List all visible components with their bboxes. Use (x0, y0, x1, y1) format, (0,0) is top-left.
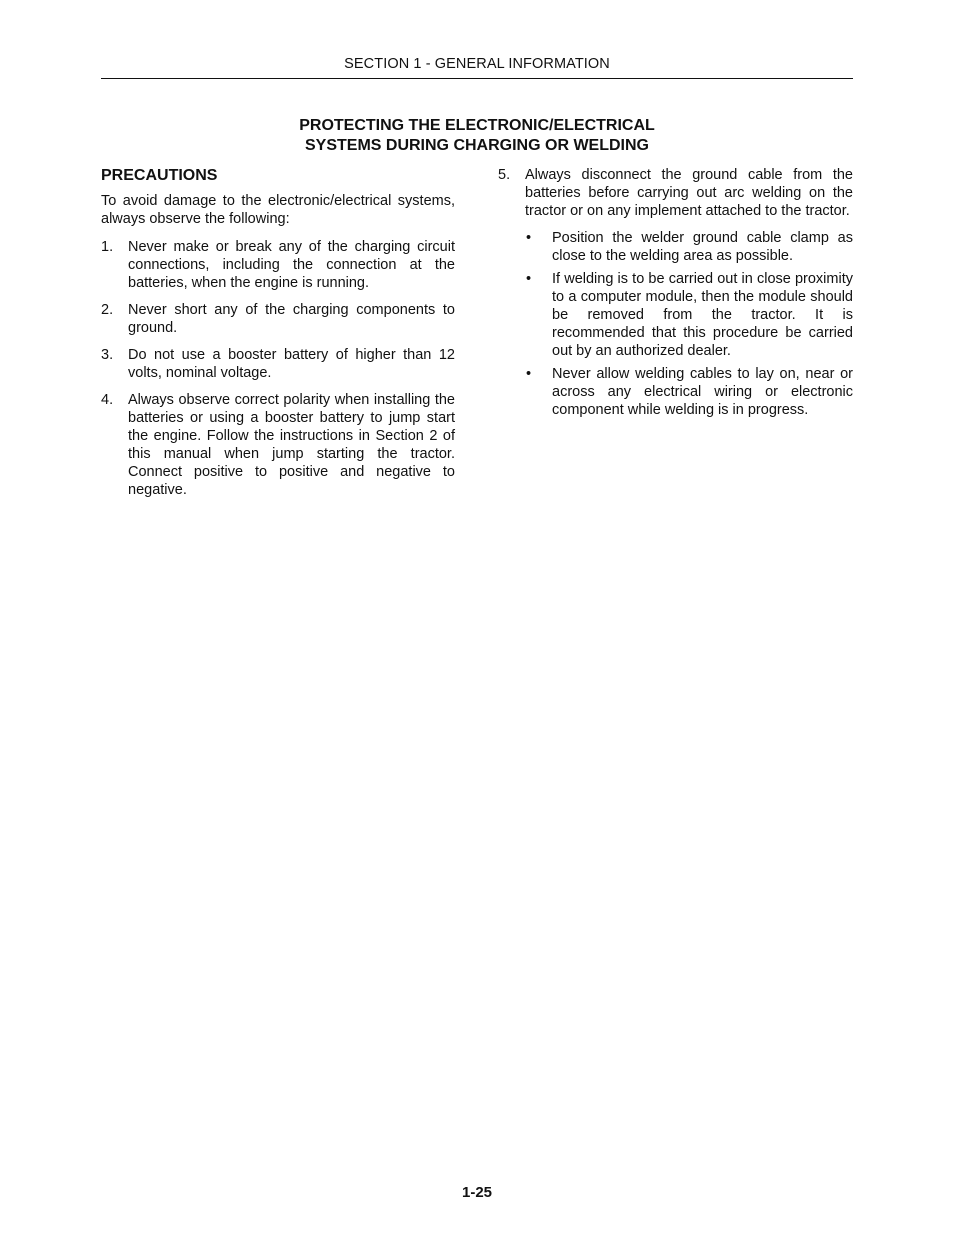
list-item-text: Never make or break any of the charging circuit connections, including the connection at the batteries, when the engine is running. (128, 239, 455, 291)
bullet-list (525, 229, 853, 419)
page-title-line-1: PROTECTING THE ELECTRONIC/ELECTRICAL (299, 117, 655, 134)
page-title (101, 116, 853, 156)
list-item (101, 238, 455, 292)
bullet-text: If welding is to be carried out in close proximity to a computer module, then the module should be removed from the tractor. It is recommended that this procedure be carried out by an authorized dealer. (552, 271, 853, 359)
right-column (498, 166, 853, 424)
precautions-heading: PRECAUTIONS (101, 167, 218, 184)
list-item-number: 1. (101, 239, 114, 255)
list-item-text: Always observe correct polarity when installing the batteries or using a booster battery to jump start the engine. Follow the instructions in Section 2 of this manual when jump starting the tractor. Connect positive to positive and negative to negative. (128, 392, 455, 498)
list-item (101, 346, 455, 382)
bullet-icon: • (526, 230, 532, 246)
list-item-number: 2. (101, 302, 114, 318)
list-item (101, 301, 455, 337)
list-item-number: 4. (101, 392, 114, 408)
list-item-number: 3. (101, 347, 114, 363)
bullet-icon: • (526, 271, 532, 287)
bullet-item (525, 229, 853, 265)
list-item-text: Do not use a booster battery of higher than 12 volts, nominal voltage. (128, 347, 455, 381)
page-title-line-2: SYSTEMS DURING CHARGING OR WELDING (304, 137, 649, 154)
list-item-text: Never short any of the charging components to ground. (128, 302, 455, 336)
list-item (498, 166, 853, 220)
page-number: 1-25 (461, 1184, 493, 1201)
section-header: SECTION 1 - GENERAL INFORMATION (344, 56, 610, 72)
left-column (101, 166, 455, 508)
header-divider (101, 78, 853, 79)
list-item-text: Always disconnect the ground cable from the batteries before carrying out arc welding on the tractor or on any implement attached to the tractor. (525, 167, 853, 219)
bullet-text: Never allow welding cables to lay on, near or across any electrical wiring or electronic component while welding is in progress. (552, 366, 853, 418)
list-item-number: 5. (498, 167, 511, 183)
list-item (101, 391, 455, 499)
precautions-intro: To avoid damage to the electronic/electrical systems, always observe the following: (101, 193, 455, 227)
bullet-text: Position the welder ground cable clamp as close to the welding area as possible. (552, 230, 853, 264)
bullet-item (525, 365, 853, 419)
bullet-item (525, 270, 853, 360)
bullet-icon: • (526, 366, 532, 382)
